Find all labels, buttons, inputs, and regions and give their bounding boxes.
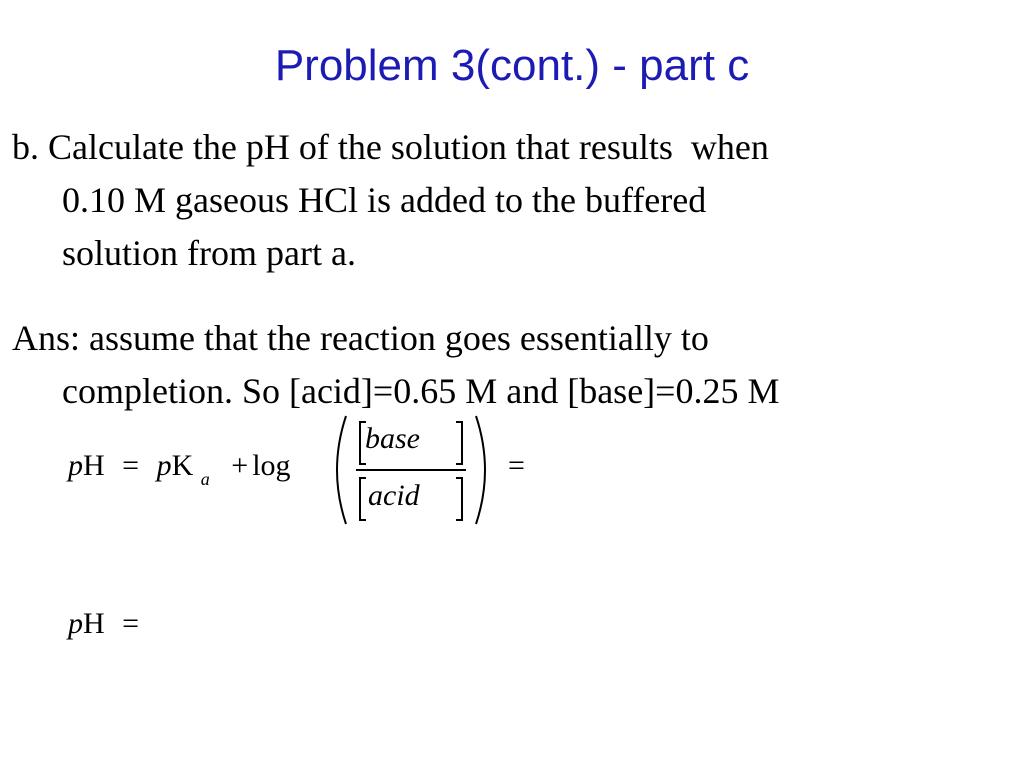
question-line-3: solution from part a.	[62, 233, 356, 273]
fraction-denominator: acid	[368, 479, 420, 512]
ph-result-equation	[68, 607, 139, 641]
result-equals-sign: =	[122, 607, 140, 640]
plus-sign: +	[231, 449, 249, 482]
ph-p: p	[68, 449, 83, 482]
answer-line-2: completion. So [acid]=0.65 M and [base]=0.25 M	[62, 371, 780, 411]
question-line-1: b. Calculate the pH of the solution that results when	[12, 127, 769, 167]
answer-text	[12, 312, 1012, 418]
pka-p: p	[156, 449, 172, 482]
result-ph-p: p	[68, 607, 83, 640]
question-line-2: 0.10 M gaseous HCl is added to the buffered	[62, 180, 707, 220]
slide-title: Problem 3(cont.) - part c	[274, 41, 750, 90]
henderson-hasselbalch-equation	[68, 408, 588, 528]
ph-h: H	[83, 449, 105, 482]
equation-lhs	[68, 449, 291, 489]
answer-line-1: Ans: assume that the reaction goes essentially to	[12, 318, 709, 358]
fraction-numerator: base	[365, 422, 420, 455]
log-function: log	[252, 449, 291, 482]
question-part-b	[12, 121, 1012, 280]
result-ph-h: H	[83, 607, 105, 640]
equals-sign: =	[122, 449, 140, 482]
pka-k: K	[171, 449, 194, 482]
pka-subscript: a	[200, 469, 210, 489]
trailing-equals-sign: =	[508, 449, 525, 482]
